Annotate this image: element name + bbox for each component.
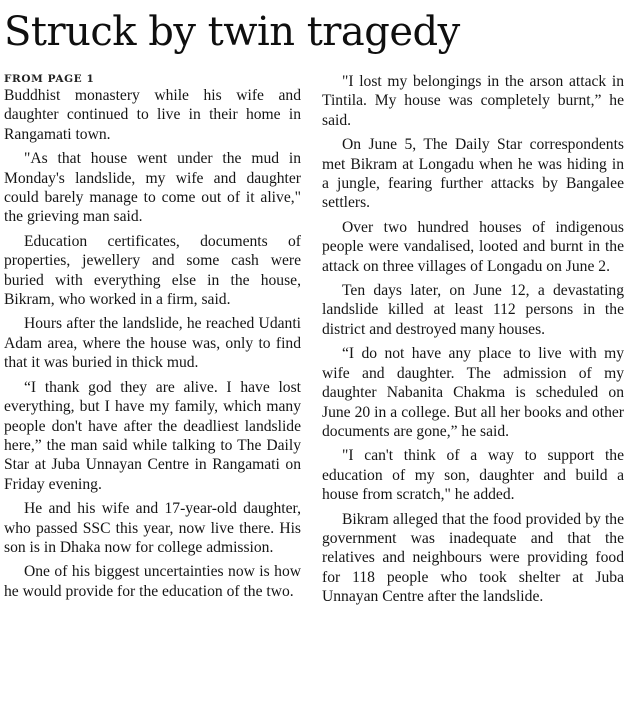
kicker: FROM PAGE 1 [4,73,95,85]
paragraph: Over two hundred houses of indigenous people were vandalised, looted and burnt in the attack on three villages of Longadu on June 2. [322,218,624,275]
headline: Struck by twin tragedy [4,9,460,55]
paragraph: Hours after the landslide, he reached Udanti Adam area, where the house was, only to find that it was buried in thick mud. [4,315,301,372]
paragraph: He and his wife and 17-year-old daughter, who passed SSC this year, now live there. His son is in Dhaka now for college admission. [4,500,301,556]
paragraph: "I can't think of a way to support the education of my son, daughter and build a house from scratch," he added. [322,447,624,504]
paragraph: “I do not have any place to live with my wife and daughter. The admission of my daughter Nabanita Chakma is scheduled on June 20 in a college. But all her books and other documents are gone,” he said. [322,345,624,440]
right-column [322,72,624,612]
left-column [4,72,301,606]
paragraph: Buddhist monastery while his wife and daughter continued to live in their home in Rangamati town. [4,87,301,143]
paragraph: One of his biggest uncertainties now is how he would provide for the education of the two. [4,563,301,600]
paragraph: Education certificates, documents of properties, jewellery and some cash were buried with everything else in the house, Bikram, who worked in a firm, said. [4,232,301,309]
paragraph: “I thank god they are alive. I have lost everything, but I have my family, which many people don't have after the deadliest landslide here,” the man said while talking to The Daily Star at Juba Unnayan Centre in Rangamati on Friday evening. [4,378,301,493]
paragraph: Ten days later, on June 12, a devastating landslide killed at least 112 persons in the district and destroyed many houses. [322,282,624,338]
paragraph: On June 5, The Daily Star correspondents met Bikram at Longadu when he was hiding in a jungle, fearing further attacks by Bangalee settlers. [322,136,624,212]
paragraph: Bikram alleged that the food provided by the government was inadequate and that the relatives and neighbours were providing food for 118 people who took shelter at Juba Unnayan Centre after the landslide. [322,510,624,606]
paragraph: "As that house went under the mud in Monday's landslide, my wife and daughter could barely manage to come out of it alive," the grieving man said. [4,150,301,226]
paragraph: "I lost my belongings in the arson attack in Tintila. My house was completely burnt,” he said. [322,73,624,129]
